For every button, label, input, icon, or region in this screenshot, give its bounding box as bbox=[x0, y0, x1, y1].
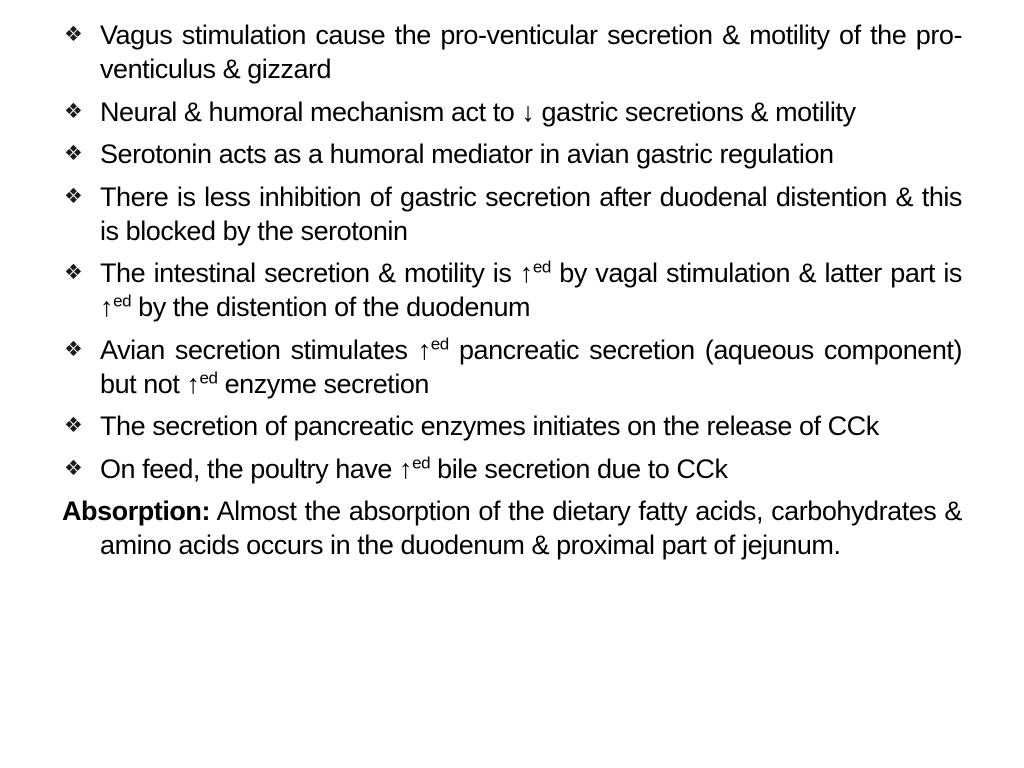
bullet-text: Neural & humoral mechanism act to ↓ gastric secretions & motility bbox=[100, 96, 856, 127]
superscript: ed bbox=[532, 257, 551, 277]
diamond-bullet-icon: ❖ bbox=[64, 456, 83, 480]
bullet-text: Serotonin acts as a humoral mediator in avian gastric regulation bbox=[100, 139, 834, 169]
bullet-text: Avian secretion stimulates ↑$^{ed}$ pancreatic secretion (aqueous component) but not ↑$^{ed}$ enzyme secretion bbox=[100, 334, 962, 399]
diamond-bullet-icon: ❖ bbox=[64, 142, 83, 165]
bullet-item bbox=[62, 95, 962, 129]
bullet-text: The secretion of pancreatic enzymes initiates on the release of CCk bbox=[100, 411, 879, 441]
bullet-item bbox=[62, 137, 962, 171]
bullet-text: There is less inhibition of gastric secretion after duodenal distention & this is blocked by the serotonin bbox=[100, 181, 962, 246]
bullet-item bbox=[62, 180, 962, 248]
slide-content bbox=[62, 18, 962, 562]
diamond-bullet-icon: ❖ bbox=[64, 99, 83, 123]
diamond-bullet-icon: ❖ bbox=[64, 23, 83, 46]
bullet-item bbox=[62, 333, 962, 401]
bullet-item bbox=[62, 18, 962, 86]
bullet-text: Vagus stimulation cause the pro-venticular secretion & motility of the pro-venticulus & gizzard bbox=[100, 20, 962, 84]
bullet-list bbox=[62, 18, 962, 486]
absorption-paragraph bbox=[62, 494, 962, 562]
bullet-text: The intestinal secretion & motility is ↑$^{ed}$ by vagal stimulation & latter part is ↑$^{ed}$ by the distention of the duodenum bbox=[100, 257, 962, 322]
diamond-bullet-icon: ❖ bbox=[64, 414, 83, 437]
diamond-bullet-icon: ❖ bbox=[64, 261, 83, 284]
superscript: ed bbox=[113, 291, 132, 311]
superscript: ed bbox=[430, 334, 449, 354]
bullet-item bbox=[62, 256, 962, 324]
absorption-text: Almost the absorption of the dietary fatty acids, carbohydrates & amino acids occurs in the duodenum & proximal part of jejunum. bbox=[100, 496, 962, 560]
bullet-text: On feed, the poultry have ↑$^{ed}$ bile secretion due to CCk bbox=[100, 453, 728, 484]
bullet-item bbox=[62, 452, 962, 486]
diamond-bullet-icon: ❖ bbox=[64, 184, 83, 208]
superscript: ed bbox=[412, 453, 431, 473]
superscript: ed bbox=[199, 368, 218, 388]
diamond-bullet-icon: ❖ bbox=[64, 337, 83, 361]
bullet-item bbox=[62, 409, 962, 443]
absorption-label: Absorption: bbox=[62, 496, 211, 526]
